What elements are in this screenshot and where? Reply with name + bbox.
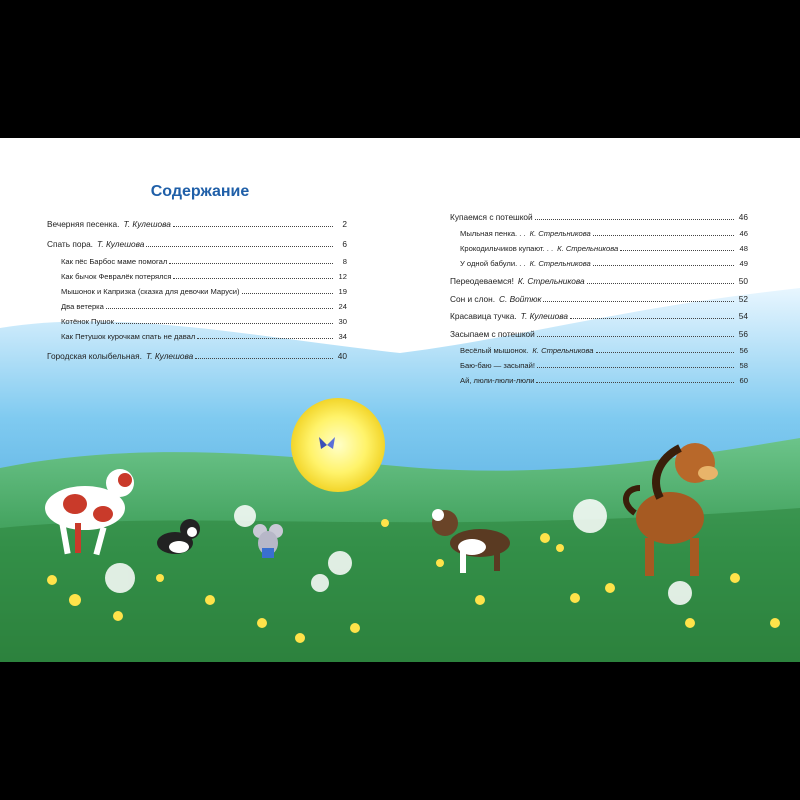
book-spread	[0, 138, 800, 662]
toc-entry-title: У одной бабули. . .	[460, 259, 526, 268]
toc-entry[interactable]	[460, 242, 748, 253]
toc-entry-page: 52	[738, 294, 748, 304]
toc-entry-title: Мыльная пенка. . .	[460, 229, 526, 238]
toc-entry-title: Спать пора.	[47, 239, 93, 249]
toc-entry-title: Как Петушок курочкам спать не давал	[61, 332, 196, 341]
toc-entry-title: Баю-баю — засыпай!	[460, 361, 535, 370]
toc-entry-page: 46	[739, 229, 748, 238]
toc-entry-title: Красавица тучка.	[450, 311, 517, 321]
leader-dots	[570, 318, 734, 319]
toc-entry-page: 40	[337, 351, 347, 361]
toc-entry-page: 48	[739, 244, 748, 253]
toc-entry[interactable]	[47, 218, 347, 229]
toc-entry[interactable]	[61, 285, 347, 296]
toc-entry-title: Весёлый мышонок.	[460, 346, 529, 355]
toc-entry-author: К. Стрельникова	[529, 229, 591, 238]
toc-entry-author: Т. Кулешова	[520, 311, 568, 321]
toc-entry-title: Вечерняя песенка.	[47, 219, 120, 229]
leader-dots	[173, 278, 333, 279]
toc-entry[interactable]	[61, 315, 347, 326]
toc-entry[interactable]	[460, 359, 748, 370]
leader-dots	[197, 338, 333, 339]
toc-entry[interactable]	[460, 344, 748, 355]
toc-entry[interactable]	[460, 374, 748, 385]
toc-entry[interactable]	[450, 310, 748, 321]
toc-entry-page: 12	[338, 272, 347, 281]
toc-entry-title: Котёнок Пушок	[61, 317, 114, 326]
sun	[291, 398, 385, 492]
toc-entry[interactable]	[61, 255, 347, 266]
toc-entry-title: Ай, люли-люли-люли	[460, 376, 535, 385]
leader-dots	[535, 219, 734, 220]
toc-entry-author: Т. Кулешова	[123, 219, 171, 229]
leader-dots	[242, 293, 333, 294]
toc-entry-page: 56	[738, 329, 748, 339]
leader-dots	[537, 367, 734, 368]
toc-entry-page: 19	[338, 287, 347, 296]
toc-entry-title: Как бычок Февралёк потерялся	[61, 272, 172, 281]
toc-entry[interactable]	[61, 330, 347, 341]
toc-entry-title: Крокодильчиков купают. . .	[460, 244, 554, 253]
leader-dots	[593, 265, 734, 266]
toc-entry[interactable]	[47, 350, 347, 361]
leader-dots	[593, 235, 734, 236]
toc-entry[interactable]	[450, 328, 748, 339]
leader-dots	[116, 323, 333, 324]
leader-dots	[620, 250, 734, 251]
toc-entry-title: Два ветерка	[61, 302, 104, 311]
toc-entry-author: К. Стрельникова	[557, 244, 619, 253]
toc-entry[interactable]	[47, 238, 347, 249]
toc-entry-page: 50	[738, 276, 748, 286]
toc-entry-title: Засыпаем с потешкой	[450, 329, 535, 339]
toc-entry-author: К. Стрельникова	[532, 346, 594, 355]
leader-dots	[536, 382, 734, 383]
toc-entry-author: К. Стрельникова	[529, 259, 591, 268]
toc-entry-page: 6	[342, 239, 347, 249]
toc-entry[interactable]	[450, 275, 748, 286]
toc-entry-page: 58	[739, 361, 748, 370]
toc-entry-title: Городская колыбельная.	[47, 351, 142, 361]
toc-entry-page: 56	[739, 346, 748, 355]
toc-entry-author: К. Стрельникова	[517, 276, 585, 286]
leader-dots	[146, 246, 333, 247]
leader-dots	[543, 301, 734, 302]
toc-entry-author: Т. Кулешова	[97, 239, 145, 249]
toc-entry-page: 34	[338, 332, 347, 341]
toc-entry[interactable]	[450, 211, 748, 222]
toc-entry[interactable]	[450, 293, 748, 304]
leader-dots	[596, 352, 734, 353]
toc-entry-title: Переодеваемся!	[450, 276, 514, 286]
toc-entry-title: Сон и слон.	[450, 294, 496, 304]
toc-entry-author: Т. Кулешова	[145, 351, 194, 361]
toc-entry-title: Как пёс Барбос маме помогал	[61, 257, 168, 266]
leader-dots	[106, 308, 333, 309]
toc-entry[interactable]	[460, 227, 748, 238]
toc-entry-page: 30	[338, 317, 347, 326]
toc-entry-author: С. Войтюк	[499, 294, 542, 304]
toc-entry-page: 49	[739, 259, 748, 268]
leader-dots	[587, 283, 734, 284]
toc-entry-page: 2	[342, 219, 347, 229]
leader-dots	[537, 336, 734, 337]
leader-dots	[195, 358, 333, 359]
toc-entry[interactable]	[61, 300, 347, 311]
toc-entry-page: 24	[338, 302, 347, 311]
toc-entry-page: 54	[738, 311, 748, 321]
toc-entry-page: 46	[738, 212, 748, 222]
leader-dots	[173, 226, 333, 227]
toc-entry-page: 8	[342, 257, 347, 266]
toc-entry[interactable]	[61, 270, 347, 281]
toc-title: Содержание	[150, 183, 250, 200]
leader-dots	[169, 263, 333, 264]
toc-entry[interactable]	[460, 257, 748, 268]
toc-entry-title: Купаемся с потешкой	[450, 212, 533, 222]
toc-entry-title: Мышонок и Капризка (сказка для девочки Маруси)	[61, 287, 240, 296]
toc-entry-page: 60	[739, 376, 748, 385]
